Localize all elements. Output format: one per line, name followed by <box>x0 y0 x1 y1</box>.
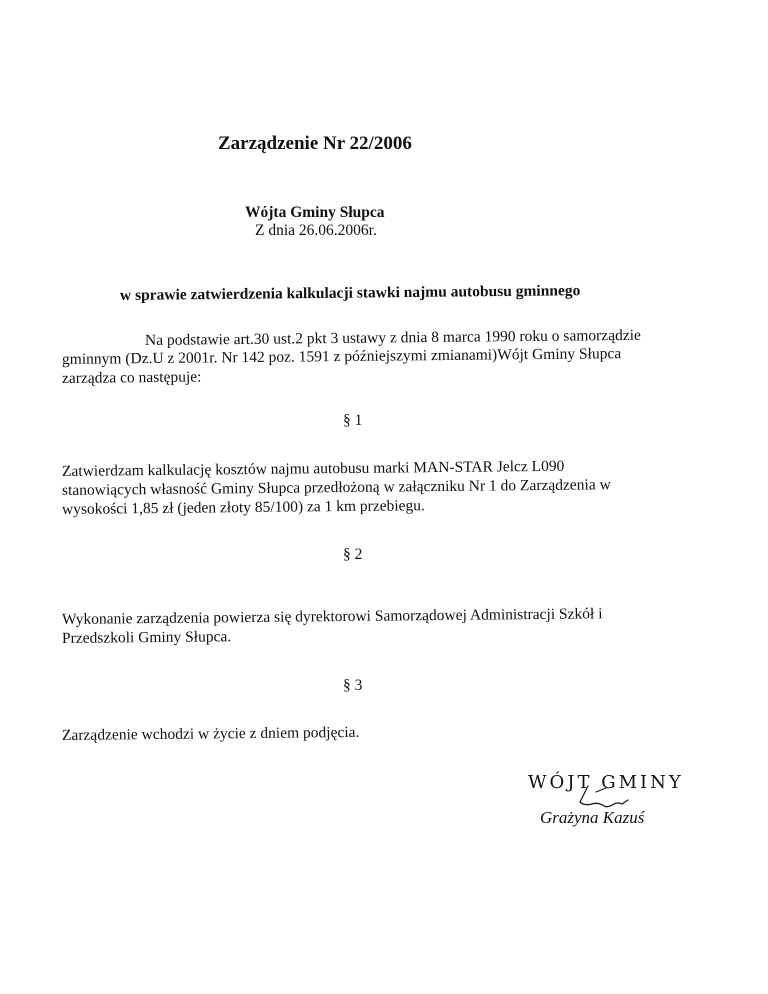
document-title: Zarządzenie Nr 22/2006 <box>218 133 412 154</box>
preamble-line-1: Na podstawie art.30 ust.2 pkt 3 ustawy z dnia 8 marca 1990 roku o samorządzie <box>144 326 641 349</box>
preamble-line-3: zarządza co następuje: <box>61 368 202 387</box>
section-3-symbol: § 3 <box>343 677 363 694</box>
section-1-line-1: Zatwierdzam kalkulację kosztów najmu autobusu marki MAN-STAR Jelcz L090 <box>61 457 565 480</box>
section-1-line-2: stanowiących własność Gminy Słupca przedłożoną w załączniku Nr 1 do Zarządzenia w <box>61 476 611 499</box>
official-stamp: WÓJT GMINY <box>528 772 684 793</box>
subject-line: w sprawie zatwierdzenia kalkulacji stawki najmu autobusu gminnego <box>119 282 581 304</box>
section-1-symbol: § 1 <box>343 412 363 429</box>
issue-date: Z dnia 26.06.2006r. <box>255 222 377 239</box>
section-2-symbol: § 2 <box>343 546 363 563</box>
issuer: Wójta Gminy Słupca <box>245 204 385 221</box>
section-2-line-1: Wykonanie zarządzenia powierza się dyrektorowi Samorządowej Administracji Szkół i <box>61 605 603 628</box>
preamble-line-2: gminnym (Dz.U z 2001r. Nr 142 poz. 1591 z późniejszymi zmianami)Wójt Gminy Słupca <box>61 345 622 368</box>
section-1-line-3: wysokości 1,85 zł (jeden złoty 85/100) za 1 km przebiegu. <box>61 497 425 518</box>
section-2-line-2: Przedszkoli Gminy Słupca. <box>61 628 232 647</box>
signatory-name: Grażyna Kazuś <box>540 808 645 827</box>
section-3-line-1: Zarządzenie wchodzi w życie z dniem podjęcia. <box>61 723 360 744</box>
